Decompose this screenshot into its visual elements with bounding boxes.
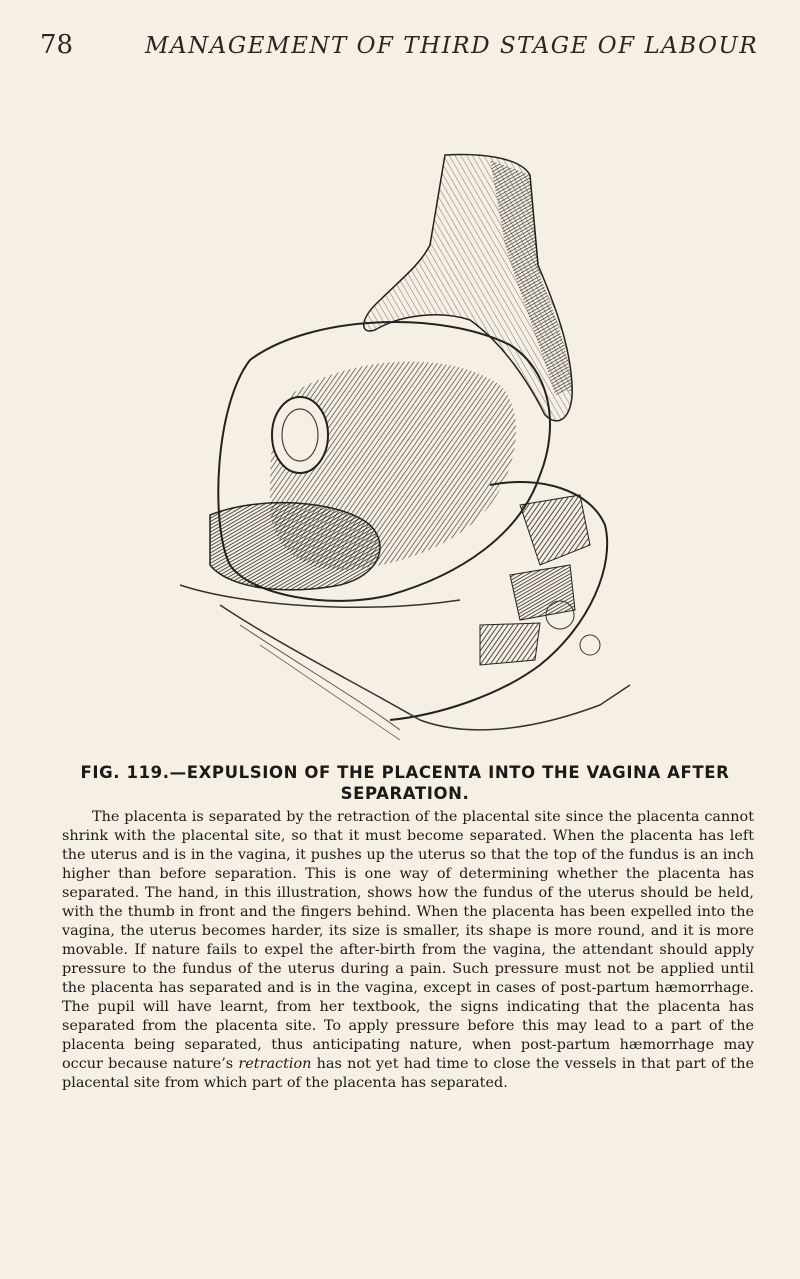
anatomical-illustration: [160, 145, 640, 755]
body-paragraph: [62, 808, 754, 1093]
figure-caption: FIG. 119.—EXPULSION OF THE PLACENTA INTO THE VAGINA AFTER SEPARATION.: [80, 763, 730, 803]
body-text-part-1: The placenta is separated by the retraction of the placental site since the placenta cannot shrink with the placental site, so that it must become separated. When the placenta has left the uterus and is in the vagina, it pushes up the uterus so that the top of the fundus is an inch higher than before separation. This is one way of determining whether the placenta has separated. The hand, in this illustration, shows how the fundus of the uterus should be held, with the thumb in front and the fingers behind. When the placenta has been expelled into the vagina, the uterus becomes harder, its size is smaller, its shape is more round, and it is more movable. If nature fails to expel the after-birth from the vagina, the attendant should apply pressure to the fundus of the uterus during a pain. Such pressure must not be applied until the placenta has separated and is in the vagina, except in cases of post-partum hæmorrhage. The pupil will have learnt, from her textbook, the signs indicating that the placenta has separated from the placenta site. To apply pressure before this may lead to a part of the placenta being separated, thus anticipating nature, when post-partum hæmorrhage may occur because nature’s: [62, 809, 754, 1072]
page-number: 78: [40, 30, 74, 60]
body-text-part-2: has not yet had time to close the vessels in that part of the placental site from which part of the placenta has separated.: [62, 1056, 755, 1091]
perineum-drawing: [220, 605, 630, 740]
running-title: MANAGEMENT OF THIRD STAGE OF LABOUR: [145, 33, 759, 59]
italic-term: retraction: [238, 1056, 312, 1072]
